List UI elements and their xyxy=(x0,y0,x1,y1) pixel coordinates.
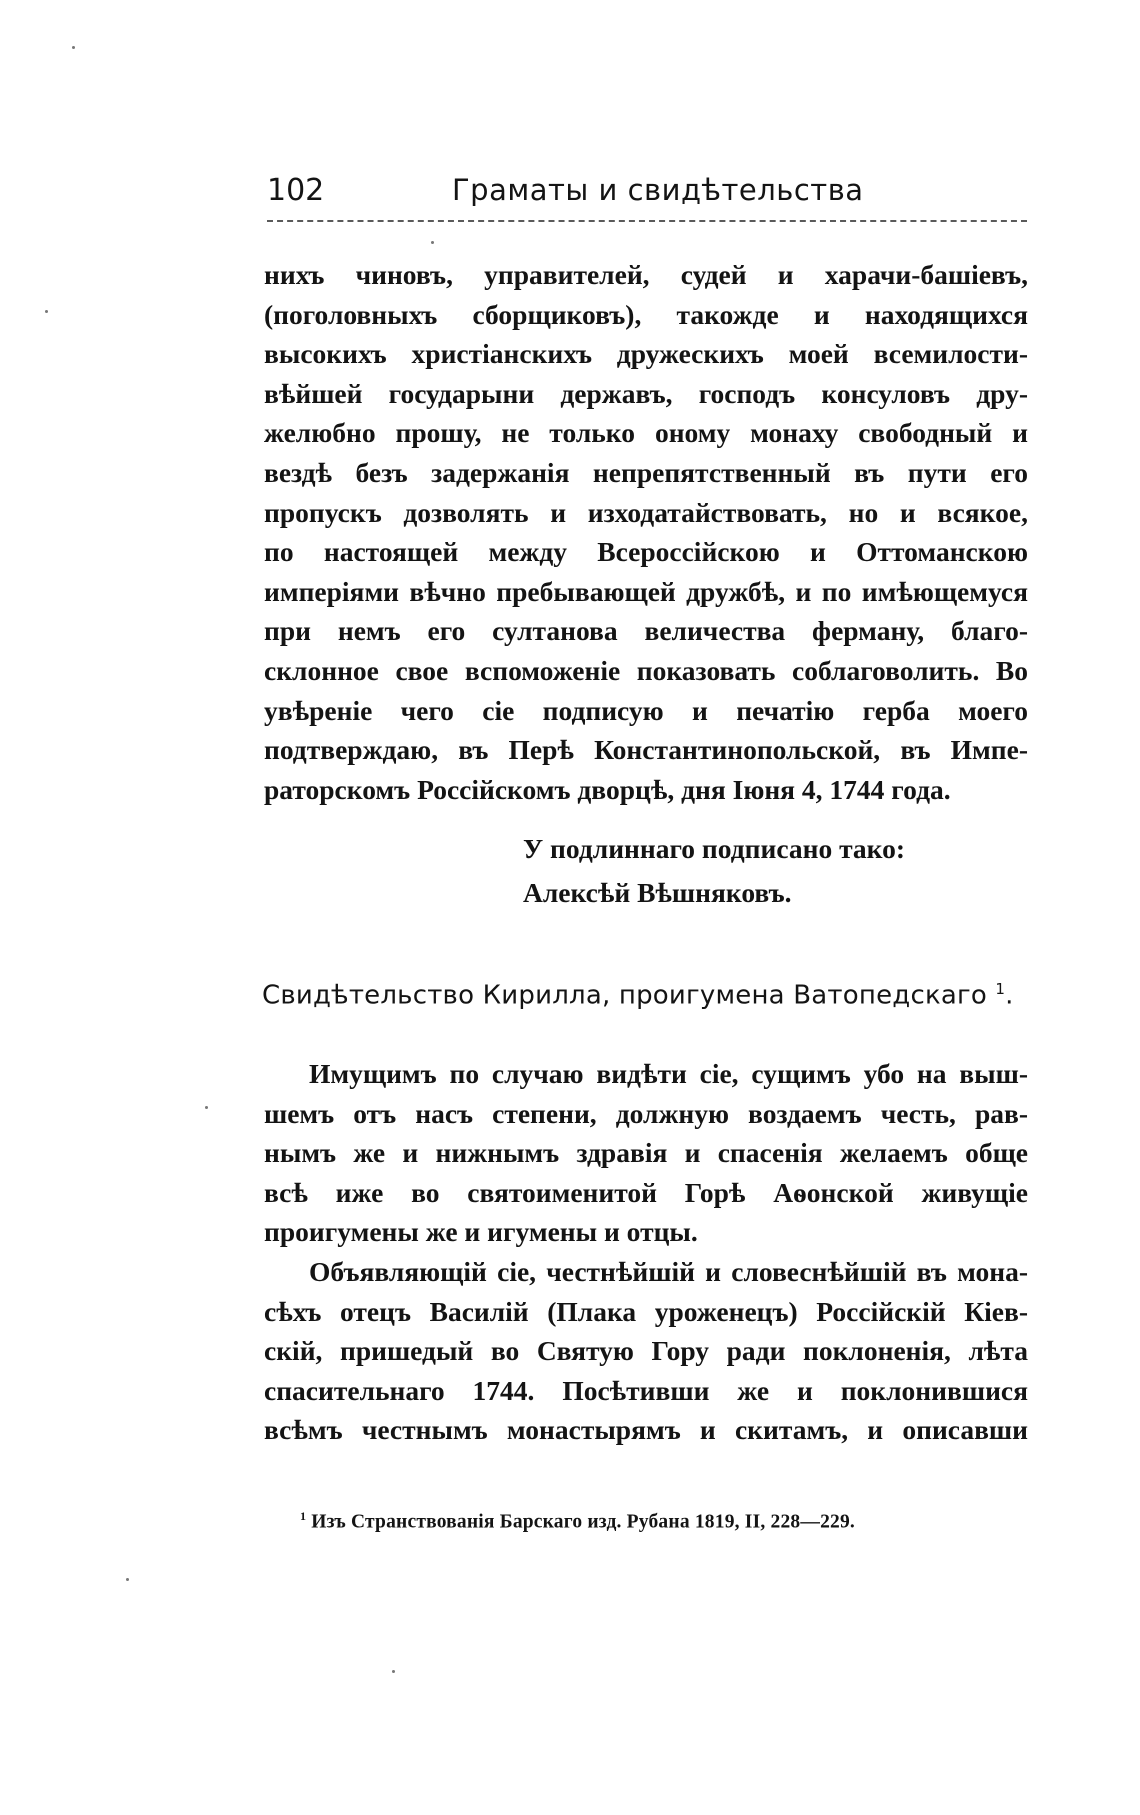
text-line: высокихъ христіанскихъ дружескихъ моей всемилости- xyxy=(264,338,1028,370)
footnote-reference: 1 xyxy=(995,980,1006,998)
text-line: сѣхъ отецъ Василій (Плака уроженецъ) Россійскій Кіев- xyxy=(264,1295,1028,1327)
text-line: шемъ отъ насъ степени, должную воздаемъ честь, рав- xyxy=(264,1097,1028,1129)
page-number: 102 xyxy=(267,173,325,208)
footnote-mark: 1 xyxy=(300,1509,307,1523)
running-title: Граматы и свидѣтельства xyxy=(452,173,864,207)
scan-speck xyxy=(431,241,434,244)
text-line: желюбно прошу, не только оному монаху свободный и xyxy=(264,417,1028,449)
text-line: по настоящей между Всероссійскою и Оттоманскою xyxy=(264,536,1028,568)
text-line: увѣреніе чего сіе подписую и печатію герба моего xyxy=(264,694,1028,726)
text-line: (поголовныхъ сборщиковъ), такожде и находящихся xyxy=(264,298,1028,330)
signature-note: У подлиннаго подписано тако: xyxy=(523,833,906,864)
text-line: вѣйшей государыни державъ, господъ консуловъ дру- xyxy=(264,377,1028,409)
text-line: скій, пришедый во Святую Гору ради поклоненія, лѣта xyxy=(264,1335,1028,1367)
header-rule xyxy=(267,220,1027,222)
footnote xyxy=(300,1509,855,1534)
text-line: подтверждаю, въ Перѣ Константинопольской, въ Импе- xyxy=(264,734,1028,766)
text-line: проигумены же и игумены и отцы. xyxy=(264,1216,698,1248)
section-heading-tail: . xyxy=(1005,980,1014,1011)
signature-block xyxy=(523,827,905,915)
section-heading-text: Свидѣтельство Кирилла, проигумена Ватопедскаго xyxy=(262,980,987,1011)
certificate-text-block xyxy=(264,1054,1028,1450)
scan-speck xyxy=(392,1670,395,1673)
scan-speck xyxy=(205,1106,208,1109)
text-line: всѣ иже во святоименитой Горѣ Аѳонской живущіе xyxy=(264,1176,1028,1208)
text-line: спасительнаго 1744. Посѣтивши же и поклонившися xyxy=(264,1374,1028,1406)
text-line: Объявляющій сіе, честнѣйшій и словеснѣйшій въ мона- xyxy=(309,1255,1028,1287)
text-line: нихъ чиновъ, управителей, судей и харачи-башіевъ, xyxy=(264,259,1028,290)
text-line: всѣмъ честнымъ монастырямъ и скитамъ, и описавши xyxy=(264,1414,1028,1446)
signature-name: Алексѣй Вѣшняковъ. xyxy=(523,877,792,908)
text-line: имперіями вѣчно пребывающей дружбѣ, и по имѣющемуся xyxy=(264,575,1028,607)
scan-speck xyxy=(126,1578,129,1581)
text-line: склонное свое вспоможеніе показовать соблаговолить. Во xyxy=(264,654,1028,686)
section-heading xyxy=(262,980,1014,1011)
letter-text-block xyxy=(264,255,1028,809)
page-header xyxy=(267,173,1027,215)
text-line: раторскомъ Россійскомъ дворцѣ, дня Іюня 4, 1744 года. xyxy=(264,773,951,805)
text-line: при немъ его султанова величества ферману, благо- xyxy=(264,615,1028,647)
text-line: нымъ же и нижнымъ здравія и спасенія желаемъ обще xyxy=(264,1137,1028,1169)
text-line: пропускъ дозволять и изходатайствовать, но и всякое, xyxy=(264,496,1028,528)
scan-speck xyxy=(72,46,75,49)
text-line: вездѣ безъ задержанія непрепятственный въ пути его xyxy=(264,456,1028,488)
footnote-text: Изъ Странствованія Барскаго изд. Рубана 1819, II, 228—229. xyxy=(311,1511,855,1533)
text-line: Имущимъ по случаю видѣти сіе, сущимъ убо на выш- xyxy=(309,1058,1028,1089)
scan-speck xyxy=(45,310,48,313)
